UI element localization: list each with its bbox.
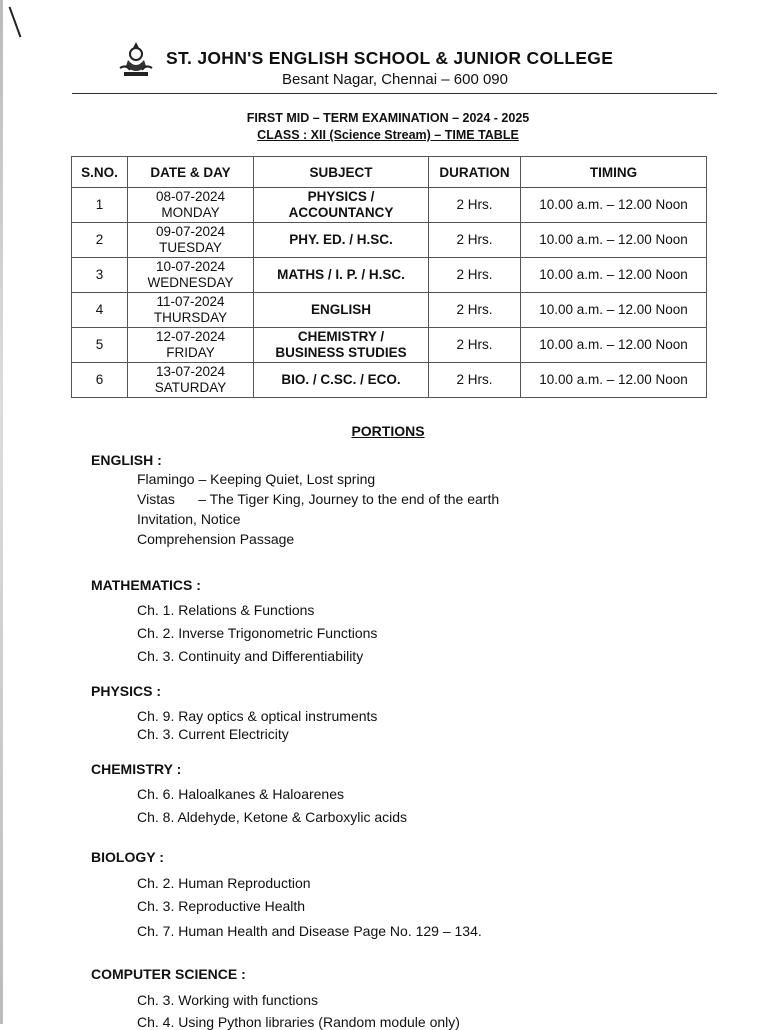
section-heading-english: ENGLISH : bbox=[91, 452, 162, 468]
cell-day: WEDNESDAY bbox=[147, 275, 234, 290]
scan-edge-shadow bbox=[0, 0, 3, 1024]
cell-subject: MATHS / I. P. / H.SC. bbox=[254, 258, 429, 293]
cell-timing: 10.00 a.m. – 12.00 Noon bbox=[521, 258, 707, 293]
cell-subject-line2: ACCOUNTANCY bbox=[288, 205, 394, 220]
header-divider bbox=[72, 93, 717, 94]
cell-date-day bbox=[128, 258, 254, 293]
table-row bbox=[72, 293, 707, 328]
cell-subject-line1: CHEMISTRY / bbox=[297, 329, 385, 344]
cell-date: 11-07-2024 bbox=[156, 294, 225, 309]
column-header-duration: DURATION bbox=[429, 157, 521, 188]
cell-sno: 2 bbox=[72, 223, 128, 258]
cell-duration: 2 Hrs. bbox=[429, 223, 521, 258]
cell-timing: 10.00 a.m. – 12.00 Noon bbox=[521, 223, 707, 258]
cell-timing: 10.00 a.m. – 12.00 Noon bbox=[521, 328, 707, 363]
table-row bbox=[72, 328, 707, 363]
list-item: Ch. 2. Human Reproduction bbox=[137, 875, 311, 891]
list-item: Ch. 8. Aldehyde, Ketone & Carboxylic acids bbox=[137, 809, 408, 825]
list-item: Ch. 3. Continuity and Differentiability bbox=[137, 648, 364, 664]
list-item: Ch. 3. Reproductive Health bbox=[137, 898, 306, 914]
cell-subject bbox=[254, 328, 429, 363]
table-row bbox=[72, 258, 707, 293]
exam-class-line: CLASS : XII (Science Stream) – TIME TABLE bbox=[257, 128, 519, 142]
cell-timing: 10.00 a.m. – 12.00 Noon bbox=[521, 293, 707, 328]
cell-duration: 2 Hrs. bbox=[429, 188, 521, 223]
list-item: Ch. 7. Human Health and Disease Page No. 129 – 134. bbox=[137, 923, 482, 939]
cell-date: 13-07-2024 bbox=[155, 364, 226, 379]
table-row bbox=[72, 188, 707, 223]
cell-date: 12-07-2024 bbox=[155, 329, 226, 344]
cell-sno: 1 bbox=[72, 188, 128, 223]
cell-subject-line2: BUSINESS STUDIES bbox=[275, 345, 407, 360]
list-item: Ch. 1. Relations & Functions bbox=[137, 602, 315, 618]
column-header-date: DATE & DAY bbox=[128, 157, 254, 188]
cell-sno: 3 bbox=[72, 258, 128, 293]
list-item: Ch. 3. Current Electricity bbox=[137, 726, 289, 742]
cell-date: 10-07-2024 bbox=[155, 259, 226, 274]
timetable-header-row bbox=[72, 157, 707, 188]
cell-date: 08-07-2024 bbox=[155, 189, 226, 204]
cell-date-day bbox=[128, 188, 254, 223]
section-heading-computer-science: COMPUTER SCIENCE : bbox=[91, 966, 246, 982]
cell-subject bbox=[254, 188, 429, 223]
cell-subject: PHY. ED. / H.SC. bbox=[254, 223, 429, 258]
cell-duration: 2 Hrs. bbox=[429, 363, 521, 398]
cell-subject: ENGLISH bbox=[254, 293, 429, 328]
portions-title: PORTIONS bbox=[351, 423, 425, 439]
table-row bbox=[72, 363, 707, 398]
list-item: Ch. 2. Inverse Trigonometric Functions bbox=[137, 625, 378, 641]
cell-day: TUESDAY bbox=[159, 240, 222, 255]
cell-date-day bbox=[128, 328, 254, 363]
cell-date: 09-07-2024 bbox=[155, 224, 226, 239]
section-heading-mathematics: MATHEMATICS : bbox=[91, 577, 201, 593]
cell-day: MONDAY bbox=[161, 205, 220, 220]
cell-timing: 10.00 a.m. – 12.00 Noon bbox=[521, 363, 707, 398]
cell-duration: 2 Hrs. bbox=[429, 328, 521, 363]
cell-day: THURSDAY bbox=[153, 310, 228, 325]
list-item: Comprehension Passage bbox=[137, 531, 295, 547]
section-heading-physics: PHYSICS : bbox=[91, 683, 162, 699]
exam-title: FIRST MID – TERM EXAMINATION – 2024 - 2025 bbox=[246, 111, 530, 125]
cell-duration: 2 Hrs. bbox=[429, 293, 521, 328]
cell-duration: 2 Hrs. bbox=[429, 258, 521, 293]
list-item: Vistas – The Tiger King, Journey to the end of the earth bbox=[137, 491, 500, 507]
list-item: Ch. 4. Using Python libraries (Random module only) bbox=[137, 1014, 460, 1030]
cell-sno: 6 bbox=[72, 363, 128, 398]
list-item: Ch. 9. Ray optics & optical instruments bbox=[137, 708, 378, 724]
cell-date-day bbox=[128, 293, 254, 328]
section-heading-chemistry: CHEMISTRY : bbox=[91, 761, 182, 777]
school-address: Besant Nagar, Chennai – 600 090 bbox=[281, 71, 508, 88]
cell-day: SATURDAY bbox=[154, 380, 227, 395]
column-header-subject: SUBJECT bbox=[254, 157, 429, 188]
list-item: Ch. 3. Working with functions bbox=[137, 992, 319, 1008]
exam-timetable bbox=[71, 156, 707, 398]
cell-day: FRIDAY bbox=[166, 345, 215, 360]
cell-timing: 10.00 a.m. – 12.00 Noon bbox=[521, 188, 707, 223]
cell-subject: BIO. / C.SC. / ECO. bbox=[254, 363, 429, 398]
school-name: ST. JOHN'S ENGLISH SCHOOL & JUNIOR COLLEGE bbox=[166, 48, 614, 68]
cell-date-day bbox=[128, 363, 254, 398]
list-item: Flamingo – Keeping Quiet, Lost spring bbox=[137, 471, 376, 487]
column-header-sno: S.NO. bbox=[72, 157, 128, 188]
cell-sno: 4 bbox=[72, 293, 128, 328]
section-heading-biology: BIOLOGY : bbox=[91, 849, 164, 865]
list-item: Ch. 6. Haloalkanes & Haloarenes bbox=[137, 786, 345, 802]
scan-mark bbox=[9, 7, 22, 38]
table-row bbox=[72, 223, 707, 258]
list-item: Invitation, Notice bbox=[137, 511, 241, 527]
cell-date-day bbox=[128, 223, 254, 258]
column-header-timing: TIMING bbox=[521, 157, 707, 188]
cell-subject-line1: PHYSICS / bbox=[307, 189, 375, 204]
cell-sno: 5 bbox=[72, 328, 128, 363]
